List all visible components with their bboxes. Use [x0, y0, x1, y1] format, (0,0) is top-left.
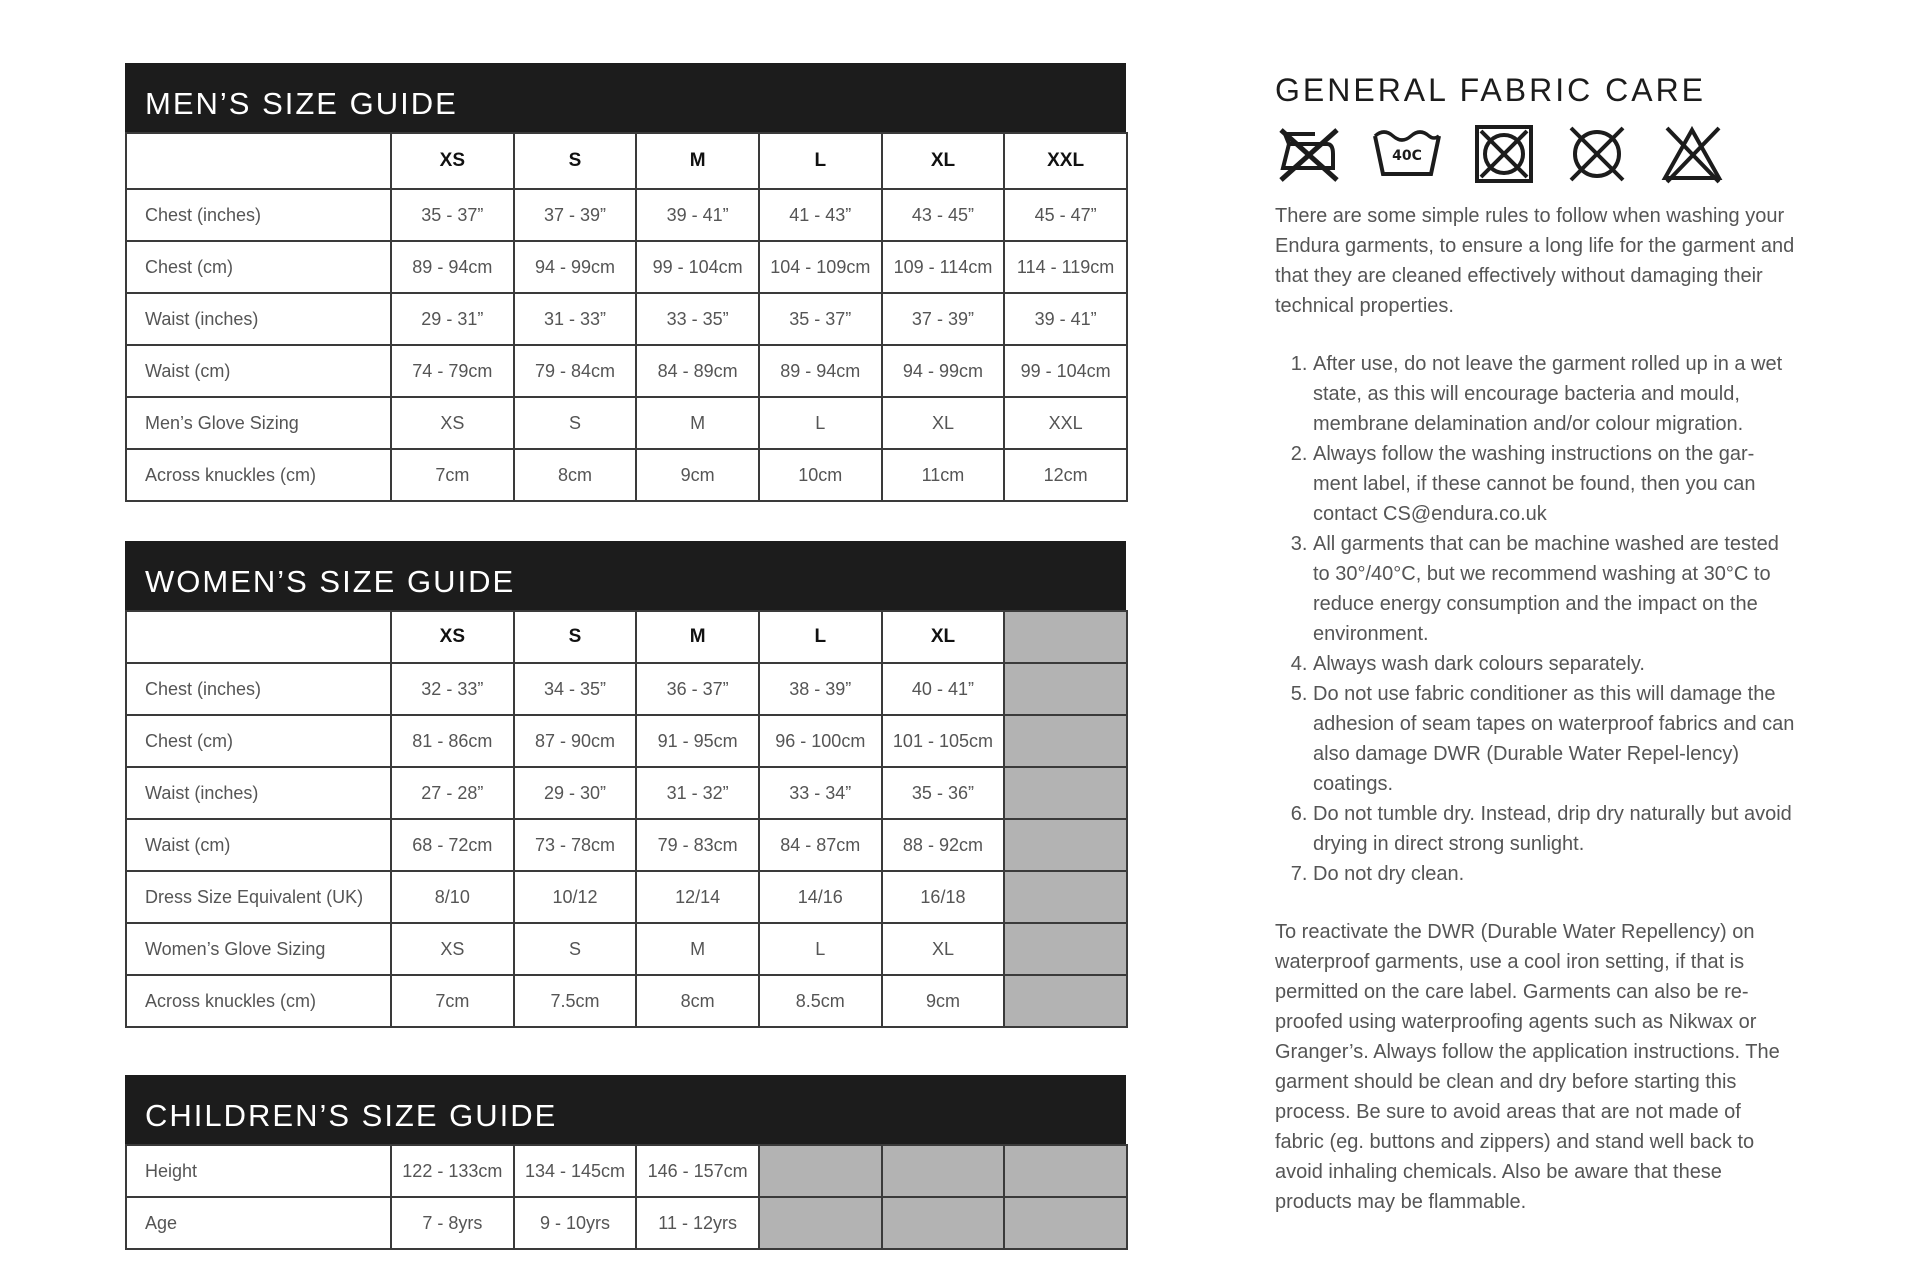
empty-cell	[1004, 871, 1127, 923]
mens-size-guide-title: MEN’S SIZE GUIDE	[125, 63, 1126, 132]
table-cell: 9 - 10yrs	[514, 1197, 637, 1249]
womens-size-guide-title: WOMEN’S SIZE GUIDE	[125, 541, 1126, 610]
table-cell: S	[514, 397, 637, 449]
mens-size-guide	[125, 63, 1126, 502]
list-item: 3. All garments that can be machine washed are tested to 30°/40°C, but we recommend washing at 30°C to reduce energy consumption and the impact on the environment.	[1313, 529, 1795, 649]
table-cell: 88 - 92cm	[882, 819, 1005, 871]
row-label: Across knuckles (cm)	[126, 449, 391, 501]
table-row	[126, 449, 1127, 501]
mens-header-cell: M	[636, 133, 759, 189]
table-row	[126, 923, 1127, 975]
list-item: 4. Always wash dark colours separately.	[1313, 649, 1795, 679]
table-cell: 39 - 41”	[636, 189, 759, 241]
table-row	[126, 189, 1127, 241]
table-row	[126, 663, 1127, 715]
row-label: Waist (inches)	[126, 293, 391, 345]
do-not-bleach-icon	[1659, 124, 1725, 184]
table-cell: 134 - 145cm	[514, 1145, 637, 1197]
fabric-care-intro: There are some simple rules to follow when washing your Endura garments, to ensure a long life for the garment and that they are cleaned effectively without damaging their technical properties.	[1275, 205, 1795, 317]
womens-size-guide	[125, 541, 1126, 1028]
womens-header-cell: L	[759, 611, 882, 663]
table-cell: 7cm	[391, 449, 514, 501]
table-cell: 74 - 79cm	[391, 345, 514, 397]
table-cell: 122 - 133cm	[391, 1145, 514, 1197]
wash-temperature-label: 40C	[1392, 148, 1422, 164]
table-cell: M	[636, 397, 759, 449]
table-cell: 7cm	[391, 975, 514, 1027]
table-row	[126, 975, 1127, 1027]
table-cell: M	[636, 923, 759, 975]
table-row	[126, 767, 1127, 819]
table-cell: 146 - 157cm	[636, 1145, 759, 1197]
table-cell: 68 - 72cm	[391, 819, 514, 871]
table-cell: 7 - 8yrs	[391, 1197, 514, 1249]
table-row	[126, 715, 1127, 767]
table-cell: 8cm	[514, 449, 637, 501]
table-cell: 43 - 45”	[882, 189, 1005, 241]
table-cell: 45 - 47”	[1004, 189, 1127, 241]
empty-cell	[1004, 819, 1127, 871]
table-cell: 87 - 90cm	[514, 715, 637, 767]
table-cell: 9cm	[636, 449, 759, 501]
table-cell: XXL	[1004, 397, 1127, 449]
do-not-tumble-dry-icon	[1473, 124, 1535, 184]
table-cell: 31 - 33”	[514, 293, 637, 345]
table-cell: 96 - 100cm	[759, 715, 882, 767]
table-cell: L	[759, 923, 882, 975]
empty-cell	[1004, 1197, 1127, 1249]
list-item: 2. Always follow the washing instructions on the gar-ment label, if these cannot be found, then you can contact CS@endura.co.uk	[1313, 439, 1795, 529]
table-cell: 33 - 35”	[636, 293, 759, 345]
table-cell: L	[759, 397, 882, 449]
table-cell: XS	[391, 923, 514, 975]
table-row	[126, 345, 1127, 397]
empty-cell	[759, 1145, 882, 1197]
table-cell: 89 - 94cm	[391, 241, 514, 293]
womens-header-cell: M	[636, 611, 759, 663]
table-cell: 10/12	[514, 871, 637, 923]
table-cell: 35 - 37”	[391, 189, 514, 241]
table-cell: 35 - 37”	[759, 293, 882, 345]
empty-cell	[1004, 767, 1127, 819]
row-label: Chest (inches)	[126, 663, 391, 715]
table-cell: 38 - 39”	[759, 663, 882, 715]
empty-cell	[1004, 975, 1127, 1027]
table-cell: 40 - 41”	[882, 663, 1005, 715]
list-item: 1. After use, do not leave the garment rolled up in a wet state, as this will encourage bacteria and mould, membrane delamination and/or colour migration.	[1313, 349, 1795, 439]
womens-header-cell: XS	[391, 611, 514, 663]
row-label: Waist (cm)	[126, 345, 391, 397]
table-cell: 109 - 114cm	[882, 241, 1005, 293]
mens-header-corner	[126, 133, 391, 189]
row-label: Chest (cm)	[126, 715, 391, 767]
row-label: Women’s Glove Sizing	[126, 923, 391, 975]
table-cell: 114 - 119cm	[1004, 241, 1127, 293]
row-label: Dress Size Equivalent (UK)	[126, 871, 391, 923]
childrens-size-guide	[125, 1075, 1126, 1250]
care-icons	[1275, 123, 1795, 185]
womens-header-cell: XL	[882, 611, 1005, 663]
empty-cell	[759, 1197, 882, 1249]
table-cell: 32 - 33”	[391, 663, 514, 715]
table-cell: 41 - 43”	[759, 189, 882, 241]
row-label: Waist (inches)	[126, 767, 391, 819]
table-cell: 99 - 104cm	[1004, 345, 1127, 397]
fabric-care-panel	[1275, 72, 1795, 1217]
table-cell: 84 - 87cm	[759, 819, 882, 871]
table-cell: 73 - 78cm	[514, 819, 637, 871]
empty-cell	[1004, 1145, 1127, 1197]
list-item: 5. Do not use fabric conditioner as this will damage the adhesion of seam tapes on waterproof fabrics and can also damage DWR (Durable Water Repel-lency) coatings.	[1313, 679, 1795, 799]
table-cell: 36 - 37”	[636, 663, 759, 715]
womens-header-row	[126, 611, 1127, 663]
table-cell: 11 - 12yrs	[636, 1197, 759, 1249]
table-cell: 104 - 109cm	[759, 241, 882, 293]
table-cell: 84 - 89cm	[636, 345, 759, 397]
table-cell: 8cm	[636, 975, 759, 1027]
table-cell: 11cm	[882, 449, 1005, 501]
table-cell: 14/16	[759, 871, 882, 923]
empty-cell	[882, 1145, 1005, 1197]
table-row	[126, 293, 1127, 345]
table-cell: 94 - 99cm	[514, 241, 637, 293]
table-cell: 89 - 94cm	[759, 345, 882, 397]
table-cell: 37 - 39”	[514, 189, 637, 241]
table-cell: 8/10	[391, 871, 514, 923]
womens-header-cell: S	[514, 611, 637, 663]
mens-header-cell: L	[759, 133, 882, 189]
table-cell: 33 - 34”	[759, 767, 882, 819]
row-label: Waist (cm)	[126, 819, 391, 871]
wash-40c-icon	[1371, 124, 1443, 184]
table-row	[126, 871, 1127, 923]
row-label: Chest (inches)	[126, 189, 391, 241]
table-cell: 12cm	[1004, 449, 1127, 501]
table-cell: 10cm	[759, 449, 882, 501]
list-item: 7. Do not dry clean.	[1313, 859, 1795, 889]
table-cell: 101 - 105cm	[882, 715, 1005, 767]
table-cell: XS	[391, 397, 514, 449]
table-cell: 7.5cm	[514, 975, 637, 1027]
table-row	[126, 819, 1127, 871]
row-label: Height	[126, 1145, 391, 1197]
table-cell: 81 - 86cm	[391, 715, 514, 767]
table-row	[126, 397, 1127, 449]
table-cell: 79 - 83cm	[636, 819, 759, 871]
mens-header-cell: XXL	[1004, 133, 1127, 189]
do-not-iron-icon	[1275, 124, 1341, 184]
fabric-care-outro: To reactivate the DWR (Durable Water Repellency) on waterproof garments, use a cool iron setting, if that is permitted on the care label. Garments can also be re-proofed using waterproofing agents such as Nikwax or Granger’s. Always follow the application instructions. The garment should be clean and dry before starting this process. Be sure to avoid areas that are not made of fabric (eg. buttons and zippers) and stand well back to avoid inhaling chemicals. Also be aware that these products may be flammable.	[1275, 921, 1780, 1213]
table-cell: 91 - 95cm	[636, 715, 759, 767]
womens-header-corner	[126, 611, 391, 663]
table-cell: XL	[882, 397, 1005, 449]
empty-cell	[1004, 715, 1127, 767]
table-cell: 31 - 32”	[636, 767, 759, 819]
table-cell: 9cm	[882, 975, 1005, 1027]
table-cell: 16/18	[882, 871, 1005, 923]
table-cell: 12/14	[636, 871, 759, 923]
table-cell: 39 - 41”	[1004, 293, 1127, 345]
mens-size-table	[125, 132, 1128, 502]
row-label: Men’s Glove Sizing	[126, 397, 391, 449]
empty-cell	[1004, 663, 1127, 715]
list-item: 6. Do not tumble dry. Instead, drip dry naturally but avoid drying in direct strong sunlight.	[1313, 799, 1795, 859]
mens-header-cell: S	[514, 133, 637, 189]
table-cell: S	[514, 923, 637, 975]
table-cell: 34 - 35”	[514, 663, 637, 715]
table-cell: 29 - 31”	[391, 293, 514, 345]
table-cell: 37 - 39”	[882, 293, 1005, 345]
do-not-dry-clean-icon	[1565, 124, 1629, 184]
table-cell: 27 - 28”	[391, 767, 514, 819]
fabric-care-title: GENERAL FABRIC CARE	[1275, 72, 1707, 108]
table-cell: 79 - 84cm	[514, 345, 637, 397]
empty-cell	[1004, 611, 1127, 663]
table-row	[126, 1145, 1127, 1197]
mens-header-row	[126, 133, 1127, 189]
empty-cell	[882, 1197, 1005, 1249]
fabric-care-rules	[1275, 349, 1795, 889]
empty-cell	[1004, 923, 1127, 975]
childrens-size-table	[125, 1144, 1128, 1250]
table-cell: 99 - 104cm	[636, 241, 759, 293]
table-cell: XL	[882, 923, 1005, 975]
table-cell: 35 - 36”	[882, 767, 1005, 819]
row-label: Chest (cm)	[126, 241, 391, 293]
table-row	[126, 1197, 1127, 1249]
row-label: Across knuckles (cm)	[126, 975, 391, 1027]
childrens-size-guide-title: CHILDREN’S SIZE GUIDE	[125, 1075, 1126, 1144]
womens-size-table	[125, 610, 1128, 1028]
mens-header-cell: XS	[391, 133, 514, 189]
row-label: Age	[126, 1197, 391, 1249]
table-cell: 8.5cm	[759, 975, 882, 1027]
table-row	[126, 241, 1127, 293]
mens-header-cell: XL	[882, 133, 1005, 189]
table-cell: 29 - 30”	[514, 767, 637, 819]
table-cell: 94 - 99cm	[882, 345, 1005, 397]
